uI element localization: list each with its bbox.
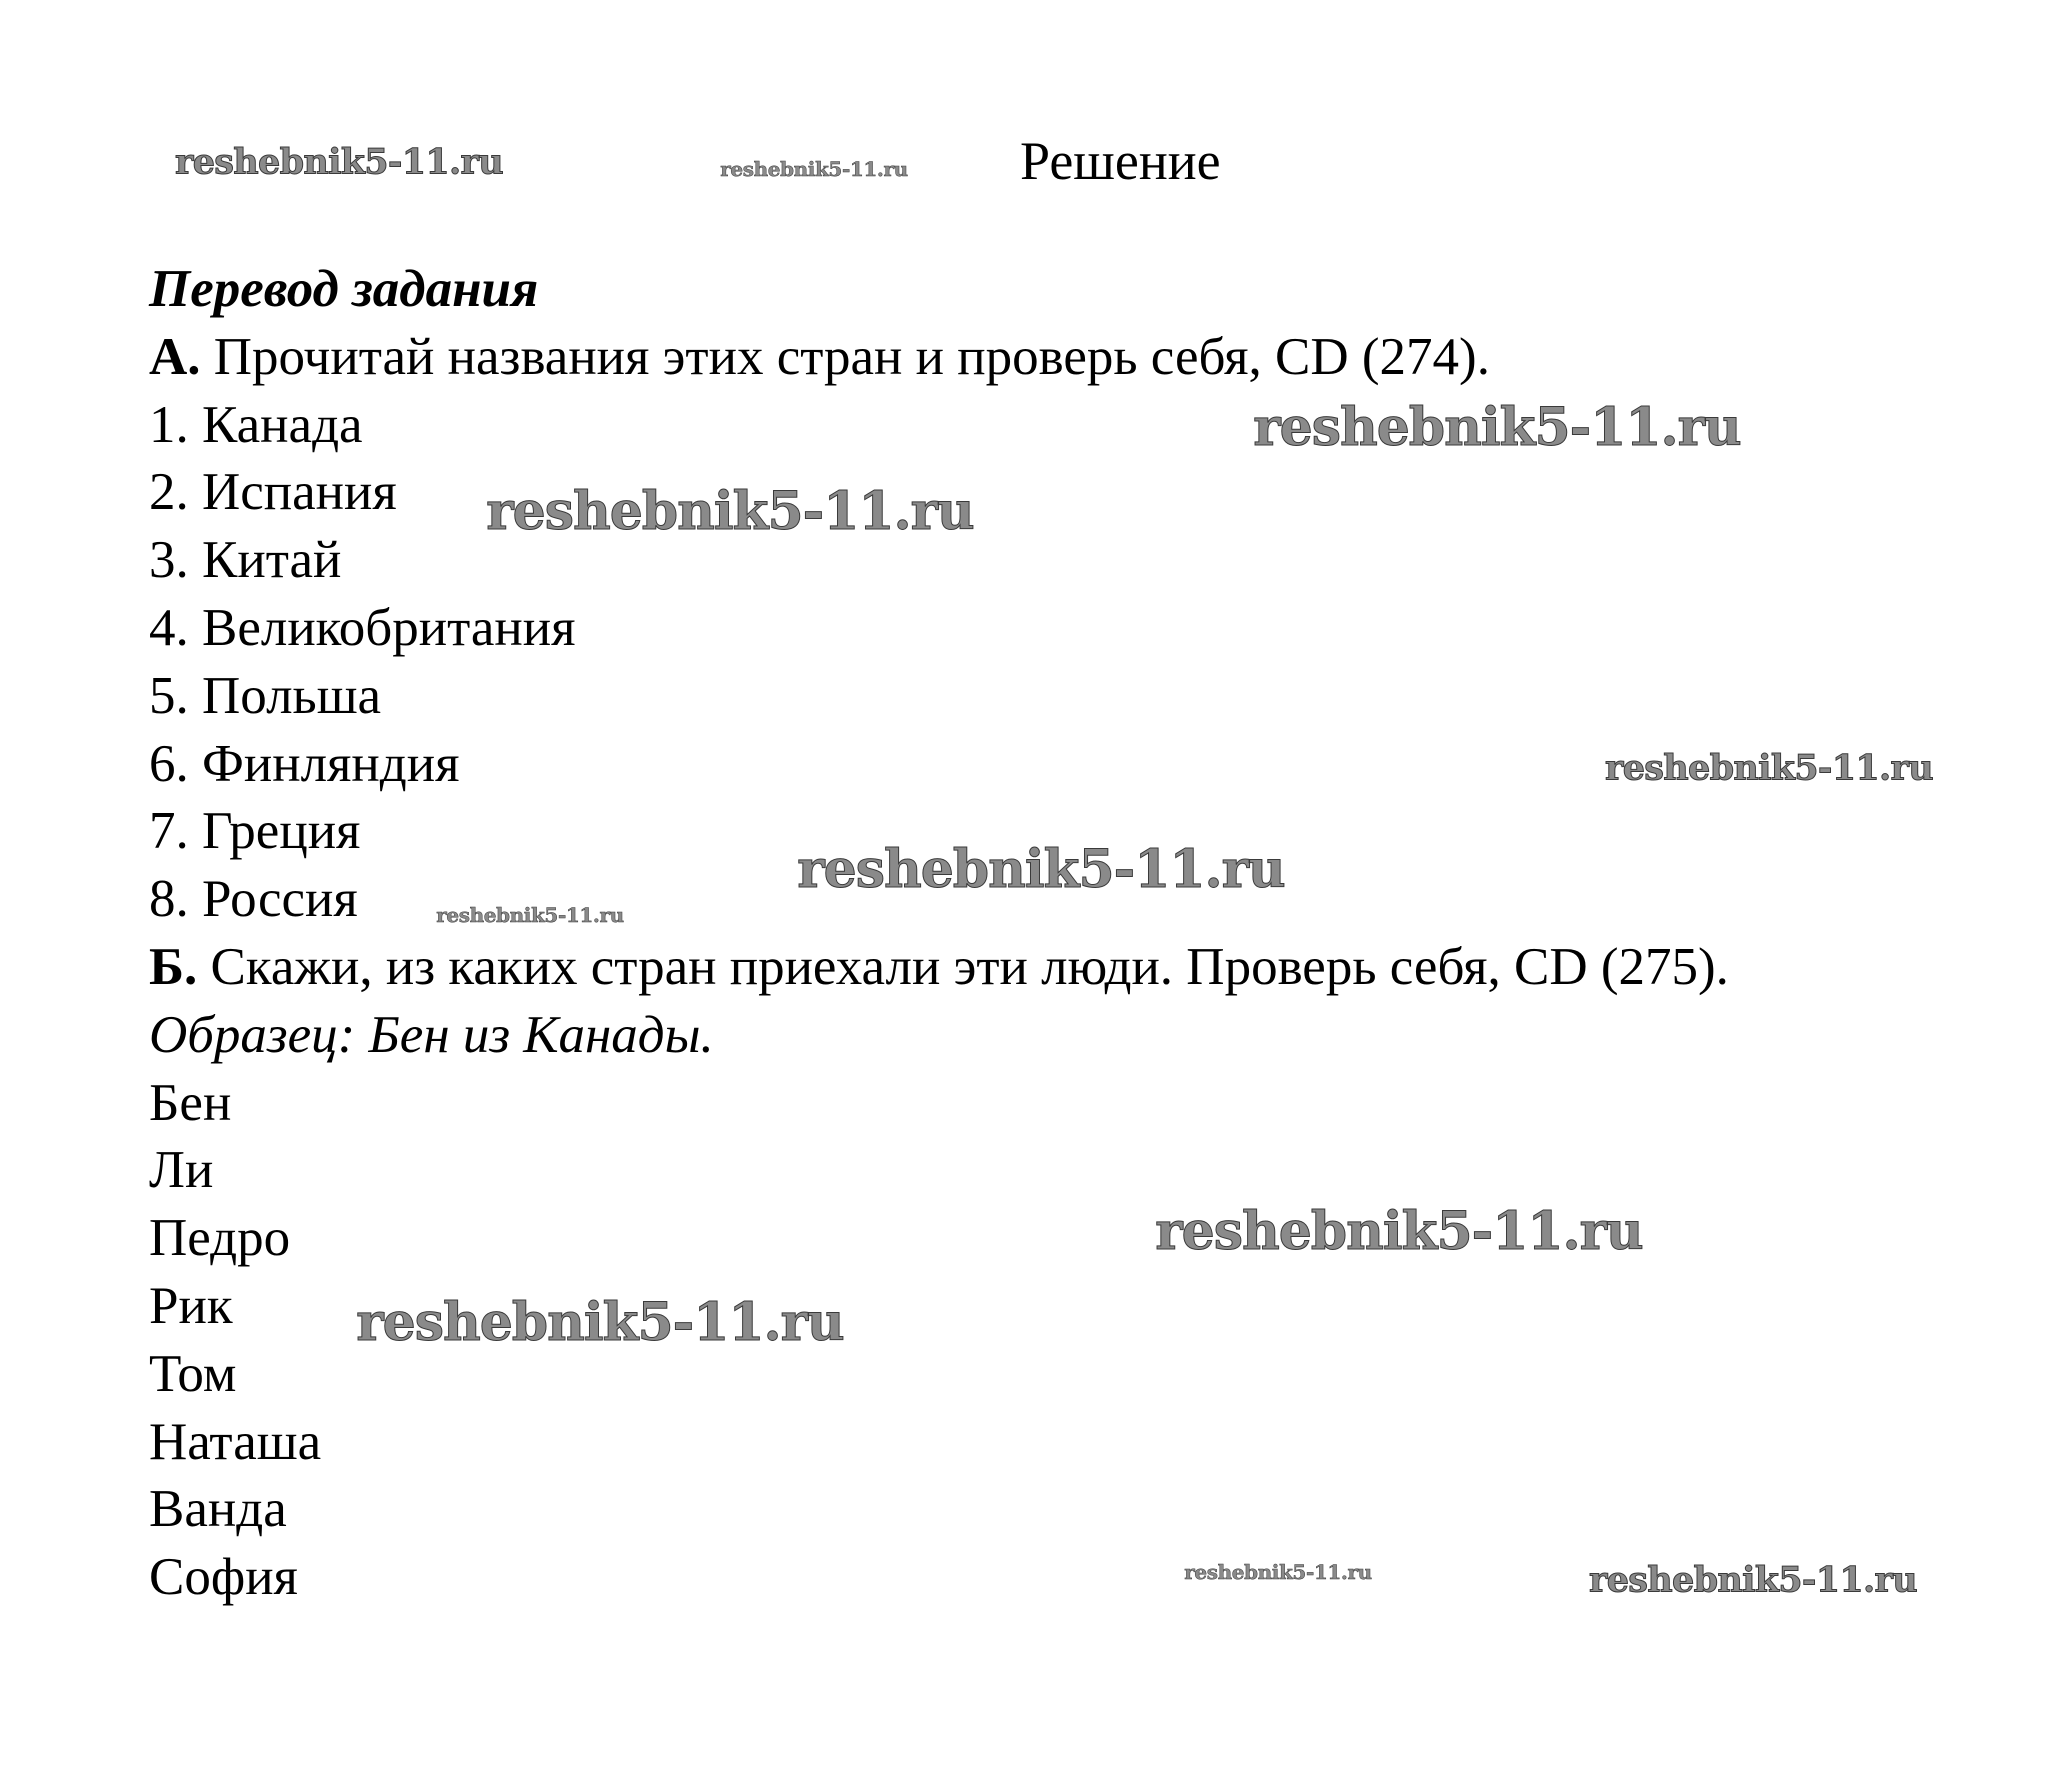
- name-item: Том: [149, 1344, 237, 1403]
- name-item: Наташа: [149, 1412, 322, 1471]
- name-item: София: [149, 1548, 298, 1607]
- task-a-text: Прочитай названия этих стран и проверь себя, CD (274).: [200, 327, 1490, 386]
- watermark: reshebnik5-11.ru: [436, 903, 624, 927]
- watermark: reshebnik5-11.ru: [486, 481, 974, 542]
- country-item: 3. Китай: [149, 531, 342, 590]
- name-item: Рик: [149, 1276, 233, 1335]
- section-heading: Перевод задания: [149, 260, 539, 318]
- document-body: [149, 256, 1729, 1612]
- watermark: reshebnik5-11.ru: [1155, 1201, 1643, 1262]
- watermark: reshebnik5-11.ru: [1184, 1560, 1372, 1584]
- country-item: 5. Польша: [149, 666, 382, 725]
- task-b: [149, 934, 1729, 1002]
- country-item: 8. Россия: [149, 870, 358, 929]
- country-item: 1. Канада: [149, 395, 363, 454]
- country-item: 7. Греция: [149, 802, 361, 861]
- name-item: Педро: [149, 1209, 291, 1268]
- watermark: reshebnik5-11.ru: [356, 1292, 844, 1353]
- sample-answer: Образец: Бен из Канады.: [149, 1005, 714, 1064]
- task-b-label: Б.: [149, 937, 198, 996]
- page-title: Решение: [1020, 131, 1221, 191]
- watermark: reshebnik5-11.ru: [174, 141, 504, 183]
- country-item: 6. Финляндия: [149, 734, 460, 793]
- watermark: reshebnik5-11.ru: [1588, 1559, 1918, 1601]
- watermark: reshebnik5-11.ru: [1253, 397, 1741, 458]
- watermark: reshebnik5-11.ru: [797, 839, 1285, 900]
- task-b-text: Скажи, из каких стран приехали эти люди. Проверь себя, CD (275).: [197, 937, 1729, 996]
- country-item: 4. Великобритания: [149, 598, 576, 657]
- name-item: Ванда: [149, 1480, 287, 1539]
- watermark: reshebnik5-11.ru: [1604, 747, 1934, 789]
- task-a: [149, 324, 1490, 392]
- task-a-label: А.: [149, 327, 201, 386]
- name-item: Бен: [149, 1073, 232, 1132]
- name-item: Ли: [149, 1141, 214, 1200]
- watermark: reshebnik5-11.ru: [720, 157, 908, 181]
- country-item: 2. Испания: [149, 463, 397, 522]
